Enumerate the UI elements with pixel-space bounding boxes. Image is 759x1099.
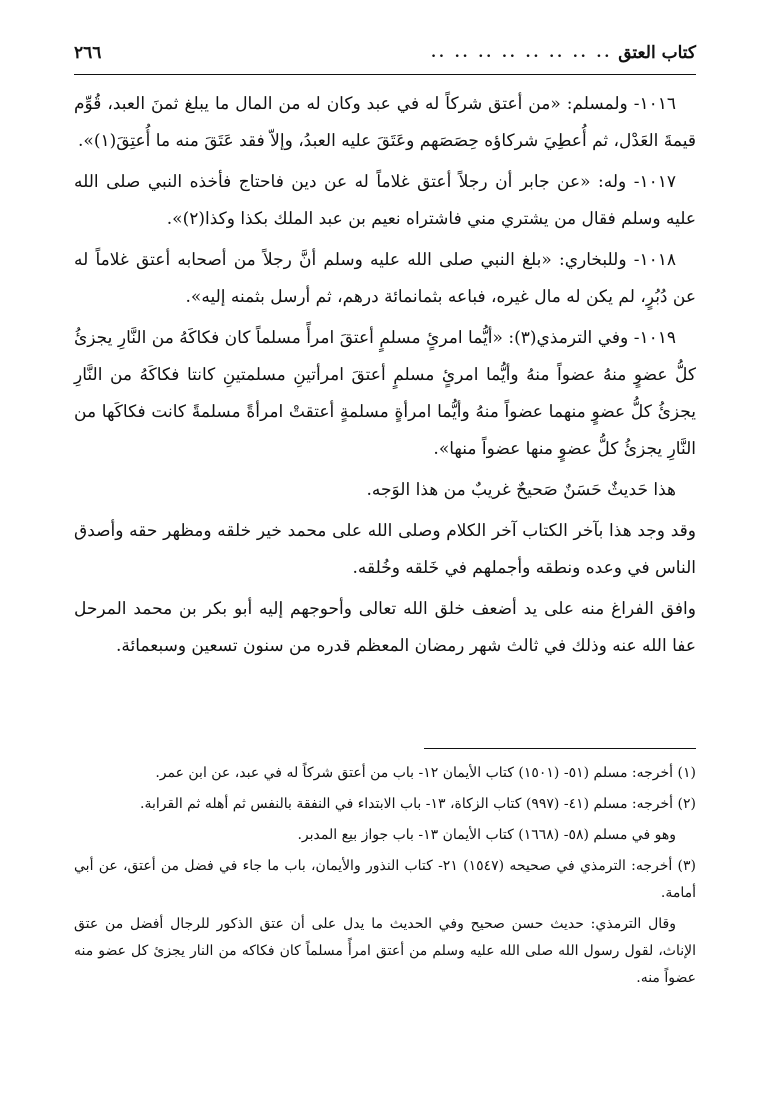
running-header <box>74 36 696 70</box>
page-number: ٢٦٦ <box>74 43 102 63</box>
header-rule <box>74 74 696 75</box>
colophon: وافق الفراغ منه على يد أضعف خلق الله تعالى وأحوجهم إليه أبو بكر بن محمد المرحل عفا الله عنه وذلك في ثالث شهر رمضان المعظم قدره من سنون تسعين وسبعمائة. <box>74 599 696 656</box>
header-title: كتاب العتق <box>618 43 696 63</box>
footnote-3: (٣) أخرجه: الترمذي في صحيحه (١٥٤٧) ٢١- كتاب النذور والأيمان، باب ما جاء في فضل من أعتق، عن أبي أمامة. <box>74 858 696 901</box>
header-leader-dots: .. .. .. .. .. .. .. .. <box>431 45 613 61</box>
hadith-1018: ١٠١٨- وللبخاري: «بلغ النبي صلى الله عليه وسلم أنَّ رجلاً من أصحابه أعتق غلاماً له عن دُبُرٍ، لم يكن له مال غيره، فباعه بثمانمائة درهم، ثم أرسل بثمنه إليه». <box>74 250 696 307</box>
hadith-1017: ١٠١٧- وله: «عن جابر أن رجلاً أعتق غلاماً له عن دين فاحتاج فأخذه النبي صلى الله عليه وسلم فقال من يشتري مني فاشتراه نعيم بن عبد الملك بكذا وكذا(٢)». <box>74 172 696 229</box>
footnote-2: (٢) أخرجه: مسلم (٤١- (٩٩٧) كتاب الزكاة، ١٣- باب الابتداء في النفقة بالنفس ثم أهله ثم القرابة. <box>140 796 696 812</box>
main-text <box>74 86 696 669</box>
closing-paragraph: وقد وجد هذا بآخر الكتاب آخر الكلام وصلى الله على محمد خير خلقه ومظهر حقه وأصدق الناس في وعده ونطقه وأجملهم في خَلقه وخُلقه. <box>74 521 696 578</box>
hadith-1019: ١٠١٩- وفي الترمذي(٣): «أيُّما امرئٍ مسلمٍ أعتقَ امرأً مسلماً كان فكاكَهُ من النَّارِ يجزئُ كلُّ عضوٍ منهُ عضواً منهُ وأيُّما امرئٍ مسلمٍ أعتقَ امرأتينِ مسلمتينِ كانتا فكاكَهُ من النَّارِ يجزئُ كلُّ عضوٍ منهما عضواً منهُ وأيُّما امرأةٍ مسلمةٍ أعتقتْ امرأةً مسلمةً كانت فكاكَها من النَّارِ يجزئُ كلُّ عضوٍ منها عضواً منها». <box>74 328 696 459</box>
footnotes <box>74 760 696 996</box>
hadith-1016: ١٠١٦- ولمسلم: «من أعتق شركاً له في عبد وكان له من المال ما يبلغ ثمنَ العبد، قُوِّم قيمةَ العَدْل، ثم أُعطِيَ شركاؤه حِصَصَهم وعَتَقَ عليه العبدُ، وإلاّ فقد عَتَقَ منه ما أُعتِقَ(١)». <box>74 94 696 151</box>
grading-note: هذا حَديثٌ حَسَنٌ صَحيحٌ غريبٌ من هذا الوَجه. <box>366 480 676 500</box>
footnote-3-continued: وقال الترمذي: حديث حسن صحيح وفي الحديث ما يدل على أن عتق الذكور للرجال أفضل من عتق الإناث، لقول رسول الله صلى الله عليه وسلم من أعتق امرأً مسلماً كان فكاكه من النار يجزئ كل عضو منه عضواً منه. <box>74 916 696 986</box>
footnote-rule <box>424 748 696 749</box>
footnote-1: (١) أخرجه: مسلم (٥١- (١٥٠١) كتاب الأيمان ١٢- باب من أعتق شركاً له في عبد، عن ابن عمر. <box>155 765 696 781</box>
footnote-2-continued: وهو في مسلم (٥٨- (١٦٦٨) كتاب الأيمان ١٣- باب جواز بيع المدبر. <box>297 827 676 843</box>
